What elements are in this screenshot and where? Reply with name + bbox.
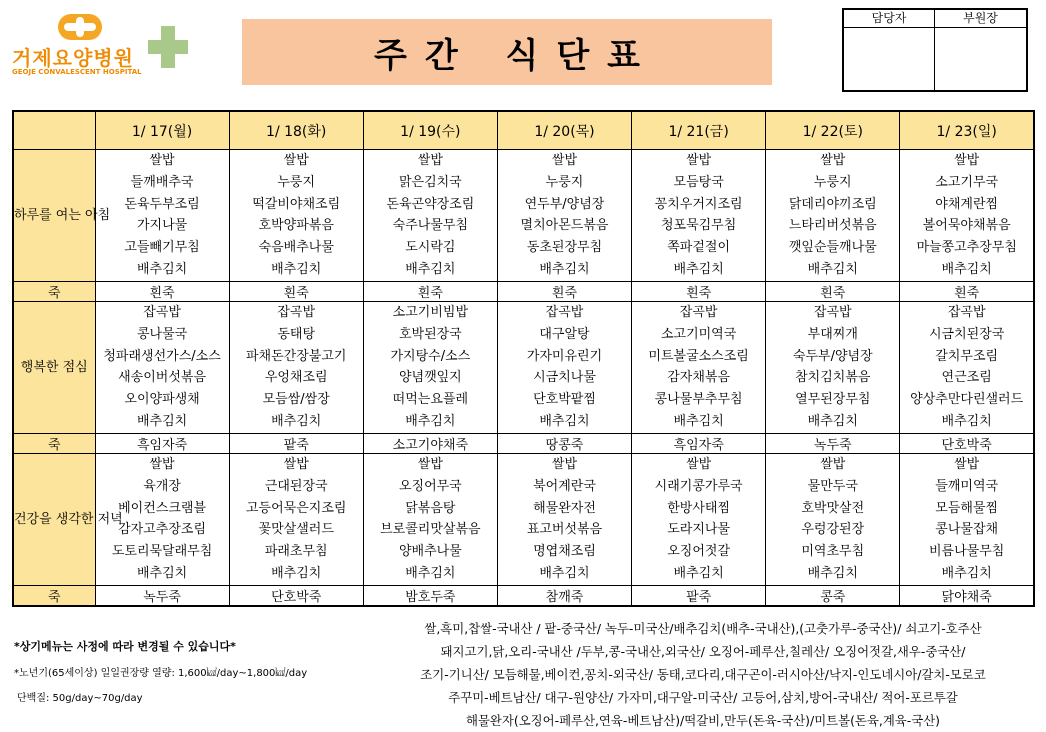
menu-item: 배추김치	[807, 261, 858, 277]
dinner-label: 건강을 생각한 저녁	[13, 454, 95, 586]
lunch-cell-tue	[229, 302, 363, 434]
menu-item: 도라지나물	[667, 522, 731, 538]
breakfast-cell-wed	[363, 150, 497, 282]
logo-mark-icon	[58, 14, 102, 40]
menu-item: 배추김치	[136, 413, 188, 429]
menu-item: 새송이버섯볶음	[118, 370, 207, 386]
breakfast-row	[13, 150, 1034, 282]
menu-item: 볼어묵야채볶음	[922, 218, 1011, 234]
dinner-cell-tue	[229, 454, 363, 586]
lunch-porridge-thu: 땅콩죽	[497, 434, 631, 454]
menu-item: 파래초무침	[264, 544, 328, 560]
lunch-cell-sun	[900, 302, 1034, 434]
menu-item: 호박맛살전	[801, 500, 865, 516]
lunch-cell-wed	[363, 302, 497, 434]
lunch-porridge-wed: 소고기야채죽	[363, 434, 497, 454]
dinner-porridge-sun: 닭야채죽	[900, 586, 1034, 607]
menu-item: 모듬쌈/쌈장	[262, 392, 330, 408]
breakfast-porridge-sun: 흰죽	[900, 282, 1034, 302]
approval-box	[842, 8, 1028, 92]
lunch-porridge-mon: 흑임자죽	[95, 434, 229, 454]
menu-item: 배추김치	[271, 565, 322, 581]
menu-item: 마늘쫑고추장무침	[916, 240, 1017, 256]
menu-item: 잡곡밥	[143, 305, 181, 320]
lunch-porridge-row	[13, 434, 1034, 454]
menu-item: 잡곡밥	[813, 305, 852, 320]
menu-item: 쌀밥	[149, 153, 175, 168]
dinner-cell-thu	[497, 454, 631, 586]
menu-item: 떠먹는요플레	[392, 392, 469, 408]
menu-item: 명엽채조림	[533, 544, 596, 560]
menu-item: 고들빼기무침	[124, 240, 200, 256]
menu-item: 갈치무조림	[935, 348, 999, 364]
origin-line: 돼지고기,닭,오리-국내산 /두부,콩-국내산,외국산/ 오징어-페루산,칠레산/ 오징어젓갈,새우-중국산/	[440, 644, 966, 659]
menu-item: 쪽파겉절이	[667, 240, 731, 256]
menu-item: 잡곡밥	[679, 305, 718, 320]
green-cross-icon	[148, 20, 188, 76]
lunch-porridge-sat: 녹두죽	[766, 434, 900, 454]
lunch-cell-thu	[497, 302, 631, 434]
menu-item: 시금치나물	[533, 370, 596, 386]
menu-item: 청파래생선가스/소스	[103, 348, 221, 364]
menu-item: 콩나물부추무침	[654, 392, 743, 408]
menu-item: 우엉채조림	[264, 370, 328, 386]
dinner-porridge-sat: 콩죽	[766, 586, 900, 607]
menu-item: 배추김치	[807, 565, 858, 581]
menu-item: 한방사태찜	[667, 500, 731, 516]
dinner-cell-fri	[632, 454, 766, 586]
menu-item: 맑은김치국	[398, 174, 462, 190]
menu-item: 양배추나물	[398, 544, 462, 560]
menu-item: 배추김치	[405, 413, 456, 429]
menu-item: 도시락김	[405, 240, 456, 256]
menu-item: 오징어젓갈	[667, 544, 731, 560]
logo-name: 거제요양병원	[12, 46, 134, 70]
menu-item: 배추김치	[673, 413, 724, 429]
menu-item: 꽁치우거지조림	[654, 196, 743, 212]
dinner-cell-sat	[766, 454, 900, 586]
menu-item: 쌀밥	[149, 457, 175, 472]
menu-item: 열무된장무침	[795, 392, 871, 408]
approval-header-manager: 담당자	[844, 10, 935, 28]
dinner-porridge-tue: 단호박죽	[229, 586, 363, 607]
menu-item: 쌀밥	[551, 153, 578, 168]
approval-sign-manager[interactable]	[844, 28, 935, 90]
menu-item: 누룽지	[545, 174, 584, 190]
menu-item: 고등어묵은지조림	[245, 500, 347, 516]
breakfast-label: 하루를 여는 아침	[13, 150, 95, 282]
menu-item: 감자고추장조림	[118, 522, 207, 538]
day-header-sun: 1/ 23(일)	[900, 111, 1034, 150]
menu-item: 동초된장무침	[526, 240, 603, 256]
breakfast-cell-fri	[632, 150, 766, 282]
menu-item: 잡곡밥	[545, 305, 584, 320]
menu-item: 배추김치	[673, 261, 724, 277]
menu-item: 연두부/양념장	[524, 196, 605, 212]
menu-item: 우렁강된장	[801, 522, 865, 538]
lunch-porridge-sun: 단호박죽	[900, 434, 1034, 454]
breakfast-cell-sat	[766, 150, 900, 282]
breakfast-porridge-tue: 흰죽	[229, 282, 363, 302]
hospital-logo	[10, 10, 190, 80]
menu-item: 쌀밥	[551, 457, 578, 472]
menu-item: 해물완자전	[533, 500, 596, 516]
breakfast-porridge-thu: 흰죽	[497, 282, 631, 302]
menu-item: 쌀밥	[954, 153, 980, 168]
menu-item: 비름나물무침	[928, 544, 1005, 560]
menu-item: 미트볼굴소스조림	[648, 348, 749, 364]
lunch-porridge-fri: 흑임자죽	[632, 434, 766, 454]
lunch-label: 행복한 점심	[13, 302, 95, 434]
breakfast-porridge-label: 죽	[13, 282, 95, 302]
notice-change: *상기메뉴는 사정에 따라 변경될 수 있습니다*	[14, 640, 236, 653]
breakfast-porridge-mon: 흰죽	[95, 282, 229, 302]
day-header-thu: 1/ 20(목)	[497, 111, 631, 150]
menu-item: 쌀밥	[686, 457, 712, 472]
breakfast-porridge-row	[13, 282, 1034, 302]
menu-item: 야채계란찜	[935, 196, 999, 212]
menu-item: 누룽지	[277, 174, 316, 190]
menu-item: 배추김치	[271, 413, 322, 429]
lunch-cell-fri	[632, 302, 766, 434]
breakfast-cell-sun	[900, 150, 1034, 282]
menu-item: 배추김치	[539, 261, 590, 277]
day-header-tue: 1/ 18(화)	[229, 111, 363, 150]
lunch-row	[13, 302, 1034, 434]
page-title: 주간 식단표	[373, 35, 659, 76]
lunch-cell-sat	[766, 302, 900, 434]
breakfast-cell-thu	[497, 150, 631, 282]
dinner-porridge-mon: 녹두죽	[95, 586, 229, 607]
menu-item: 모듬탕국	[673, 174, 724, 190]
menu-item: 근대된장국	[264, 478, 328, 494]
menu-item: 떡갈비야채조림	[252, 196, 341, 212]
menu-item: 시래기콩가루국	[654, 478, 743, 494]
menu-item: 닭데리야끼조림	[788, 196, 877, 212]
menu-item: 파채돈간장불고기	[245, 348, 347, 364]
menu-item: 배추김치	[405, 261, 456, 277]
breakfast-porridge-sat: 흰죽	[766, 282, 900, 302]
day-header-mon: 1/ 17(월)	[95, 111, 229, 150]
menu-item: 양념깻잎지	[398, 370, 462, 386]
logo-english-name: GEOJE CONVALESCENT HOSPITAL	[12, 68, 142, 76]
menu-item: 쌀밥	[283, 457, 309, 472]
menu-item: 호박된장국	[398, 326, 462, 342]
menu-item: 참치김치볶음	[795, 370, 871, 386]
menu-item: 쌀밥	[820, 153, 846, 168]
menu-item: 들깨미역국	[935, 478, 999, 494]
menu-item: 감자채볶음	[667, 370, 731, 386]
menu-item: 들깨배추국	[130, 174, 194, 190]
day-header-sat: 1/ 22(토)	[766, 111, 900, 150]
origin-line: 쌀,흑미,찹쌀-국내산 / 팥-중국산/ 녹두-미국산/배추김치(배추-국내산),(고춧가루-중국산)/ 쇠고기-호주산	[424, 621, 982, 636]
approval-sign-vice-director[interactable]	[935, 28, 1026, 90]
origin-line: 조기-기니산/ 모듬해물,베이컨,꽁치-외국산/ 동태,코다리,대구곤이-러시아산/낙지-인도네시아/갈치-모로코	[420, 667, 986, 682]
menu-item: 시금치된장국	[928, 326, 1005, 342]
day-header-wed: 1/ 19(수)	[363, 111, 497, 150]
menu-item: 동태탕	[277, 326, 316, 342]
menu-item: 배추김치	[807, 413, 858, 429]
menu-notes	[14, 638, 374, 704]
menu-item: 표고버섯볶음	[526, 522, 603, 538]
menu-item: 도토리묵달래무침	[111, 544, 213, 560]
menu-item: 가지나물	[136, 218, 188, 234]
menu-item: 소고기비빔밥	[392, 305, 469, 320]
menu-item: 호박양파볶음	[258, 218, 334, 234]
lunch-porridge-label: 죽	[13, 434, 95, 454]
menu-item: 배추김치	[136, 565, 188, 581]
menu-item: 배추김치	[271, 261, 322, 277]
menu-item: 멸치아몬드볶음	[520, 218, 609, 234]
menu-item: 대구알탕	[539, 326, 590, 342]
menu-item: 배추김치	[539, 565, 590, 581]
menu-item: 부대찌개	[807, 326, 858, 342]
menu-item: 청포묵김무침	[660, 218, 737, 234]
notice-protein: 단백질: 50g/day~70g/day	[17, 693, 143, 704]
dinner-row	[13, 454, 1034, 586]
menu-item: 쌀밥	[417, 153, 443, 168]
menu-item: 숙음배추나물	[258, 240, 334, 256]
menu-item: 돈육두부조림	[124, 196, 200, 212]
menu-item: 닭볶음탕	[405, 500, 456, 516]
weekly-menu-table	[12, 110, 1035, 607]
menu-item: 브로콜리맛살볶음	[380, 522, 481, 538]
dinner-porridge-wed: 밤호두죽	[363, 586, 497, 607]
origin-info	[360, 617, 1046, 732]
menu-item: 느타리버섯볶음	[788, 218, 877, 234]
menu-item: 연근조림	[941, 370, 992, 386]
menu-item: 가지탕수/소스	[390, 348, 471, 364]
menu-item: 숙주나물무침	[392, 218, 469, 234]
menu-item: 육개장	[143, 478, 181, 494]
menu-item: 배추김치	[941, 261, 992, 277]
day-header-row	[13, 111, 1034, 150]
origin-line: 주꾸미-베트남산/ 대구-원양산/ 가자미,대구알-미국산/ 고등어,삼치,방어-국내산/ 적어-포르투갈	[448, 690, 958, 705]
dinner-cell-sun	[900, 454, 1034, 586]
menu-item: 배추김치	[941, 565, 992, 581]
lunch-cell-mon	[95, 302, 229, 434]
menu-item: 배추김치	[539, 413, 590, 429]
menu-item: 배추김치	[405, 565, 456, 581]
menu-item: 물만두국	[807, 478, 858, 494]
menu-item: 돈육곤약장조림	[386, 196, 475, 212]
corner-cell	[13, 111, 95, 150]
dinner-porridge-row	[13, 586, 1034, 607]
menu-item: 쌀밥	[283, 153, 309, 168]
day-header-fri: 1/ 21(금)	[632, 111, 766, 150]
menu-item: 베이컨스크램블	[118, 500, 207, 516]
menu-item: 미역초무침	[801, 544, 865, 560]
menu-item: 꽃맛살샐러드	[258, 522, 334, 538]
menu-item: 소고기미역국	[660, 326, 737, 342]
menu-item: 숙두부/양념장	[792, 348, 873, 364]
menu-item: 소고기무국	[935, 174, 999, 190]
menu-item: 콩나물국	[136, 326, 188, 342]
menu-item: 오징어무국	[398, 478, 462, 494]
menu-item: 북어계란국	[533, 478, 596, 494]
menu-item: 배추김치	[941, 413, 992, 429]
origin-line: 해물완자(오징어-페루산,연육-베트남산)/떡갈비,만두(돈육-국산)/미트볼(돈육,계육-국산)	[465, 713, 940, 728]
menu-item: 쌀밥	[820, 457, 846, 472]
menu-item: 누룽지	[813, 174, 852, 190]
menu-item: 쌀밥	[686, 153, 712, 168]
dinner-porridge-fri: 팥죽	[632, 586, 766, 607]
notice-calories: *노년기(65세이상) 일일권장량 열량: 1,600㎉/day~1,800㎉/day	[14, 668, 308, 679]
menu-item: 배추김치	[673, 565, 724, 581]
lunch-porridge-tue: 팥죽	[229, 434, 363, 454]
menu-item: 잡곡밥	[947, 305, 986, 320]
breakfast-porridge-wed: 흰죽	[363, 282, 497, 302]
dinner-porridge-label: 죽	[13, 586, 95, 607]
menu-item: 잡곡밥	[277, 305, 316, 320]
menu-item: 단호박팥찜	[533, 392, 596, 408]
menu-item: 쌀밥	[417, 457, 443, 472]
menu-item: 가자미유린기	[526, 348, 603, 364]
breakfast-cell-tue	[229, 150, 363, 282]
menu-item: 배추김치	[136, 261, 188, 277]
breakfast-cell-mon	[95, 150, 229, 282]
menu-item: 모듬해물찜	[935, 500, 999, 516]
breakfast-porridge-fri: 흰죽	[632, 282, 766, 302]
title-banner	[242, 19, 772, 85]
dinner-porridge-thu: 참깨죽	[497, 586, 631, 607]
dinner-cell-wed	[363, 454, 497, 586]
menu-item: 양상추만다린샐러드	[910, 392, 1024, 408]
menu-item: 쌀밥	[954, 457, 980, 472]
menu-item: 오이양파생채	[124, 392, 200, 408]
menu-item: 콩나물잡채	[935, 522, 999, 538]
approval-header-vice-director: 부원장	[935, 10, 1026, 28]
menu-item: 깻잎순들깨나물	[788, 240, 877, 256]
